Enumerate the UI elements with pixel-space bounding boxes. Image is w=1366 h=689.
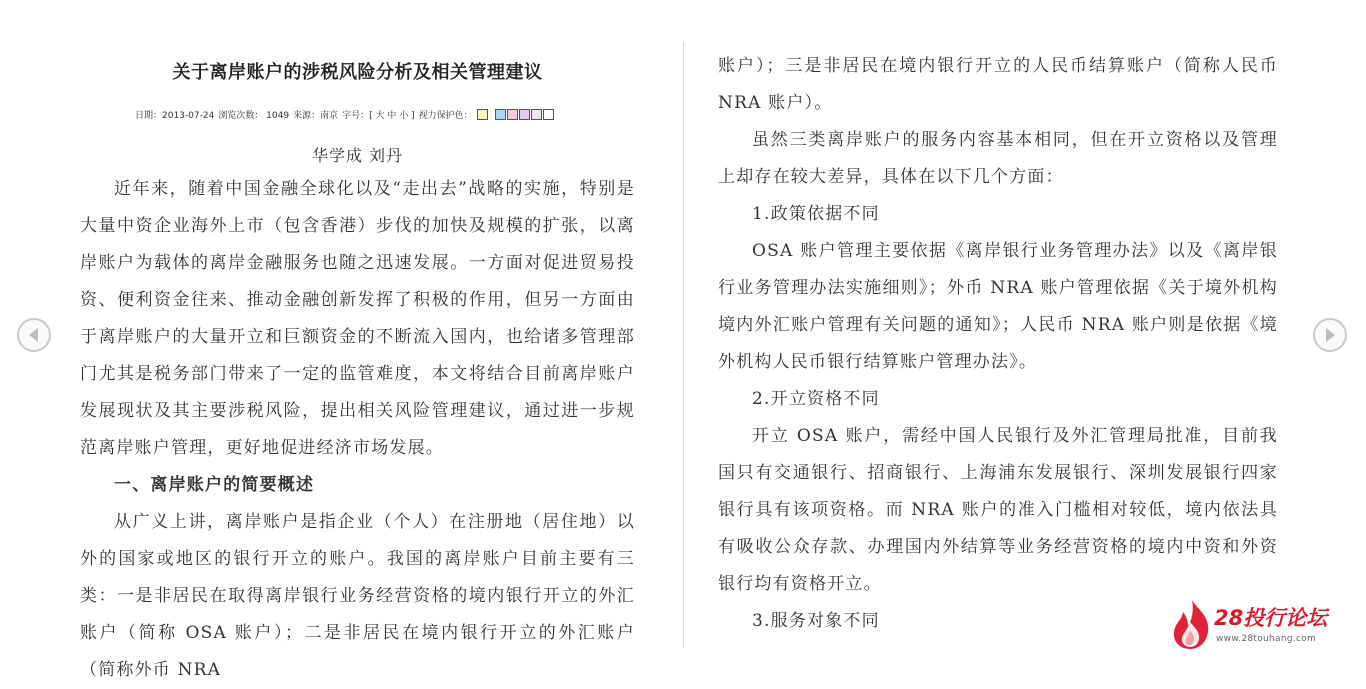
next-page-button[interactable] bbox=[1313, 318, 1347, 352]
meta-views: 浏览次数： 1049 bbox=[218, 111, 290, 121]
logo-name: 28投行论坛 bbox=[1214, 606, 1328, 630]
previous-page-button[interactable] bbox=[17, 318, 51, 352]
meta-eye-care: 视力保护色： bbox=[418, 111, 473, 121]
color-swatch[interactable] bbox=[543, 109, 554, 120]
subheading-service: 3.服务对象不同 bbox=[752, 611, 880, 631]
article-meta bbox=[135, 108, 558, 121]
flame-icon bbox=[1170, 598, 1214, 650]
subheading-qualification: 2.开立资格不同 bbox=[752, 389, 880, 409]
paragraph-overview: 从广义上讲，离岸账户是指企业（个人）在注册地（居住地）以外的国家或地区的银行开立的账户。我国的离岸账户目前主要有三类：一是非居民在取得离岸银行业务经营资格的境内银行开立的外汇账户（简称 OSA 账户）；二是非居民在境内银行开立的外汇账户（简称外币 NRA bbox=[80, 512, 635, 680]
color-swatch[interactable] bbox=[507, 109, 518, 120]
site-logo[interactable] bbox=[1170, 598, 1345, 650]
chevron-right-icon bbox=[1315, 320, 1345, 350]
article-title: 关于离岸账户的涉税风险分析及相关管理建议 bbox=[172, 62, 543, 83]
meta-source: 来源：南京 bbox=[293, 111, 339, 121]
color-swatch[interactable] bbox=[495, 109, 506, 120]
paragraph-policy: OSA 账户管理主要依据《离岸银行业务管理办法》以及《离岸银行业务管理办法实施细则》；外币 NRA 账户管理依据《关于境外机构境内外汇账户管理有关问题的通知》；人民币 NRA 账户则是依据《境外机构人民币银行结算账户管理办法》。 bbox=[718, 241, 1278, 372]
paragraph-continued: 账户）；三是非居民在境内银行开立的人民币结算账户（简称人民币 NRA 账户）。 bbox=[718, 56, 1278, 113]
paragraph-differences: 虽然三类离岸账户的服务内容基本相同，但在开立资格以及管理上却存在较大差异，具体在以下几个方面： bbox=[718, 130, 1278, 187]
chevron-left-icon bbox=[19, 320, 49, 350]
paragraph-intro: 近年来，随着中国金融全球化以及“走出去”战略的实施，特别是大量中资企业海外上市（包含香港）步伐的加快及规模的扩张，以离岸账户为载体的离岸金融服务也随之迅速发展。一方面对促进贸易投资、便利资金往来、推动金融创新发挥了积极的作用，但另一方面由于离岸账户的大量开立和巨额资金的不断流入国内，也给诸多管理部门尤其是税务部门带来了一定的监管难度，本文将结合目前离岸账户发展现状及其主要涉税风险，提出相关风险管理建议，通过进一步规范离岸账户管理，更好地促进经济市场发展。 bbox=[80, 179, 635, 458]
section-heading: 一、离岸账户的简要概述 bbox=[114, 475, 315, 495]
color-swatch[interactable] bbox=[477, 109, 488, 120]
paragraph-qualification: 开立 OSA 账户，需经中国人民银行及外汇管理局批准，目前我国只有交通银行、招商银行、上海浦东发展银行、深圳发展银行四家银行具有该项资格。而 NRA 账户的准入门槛相对较低，境内依法具有吸收公众存款、办理国内外结算等业务经营资格的境内中资和外资银行均有资格开立。 bbox=[718, 426, 1278, 594]
meta-font-size[interactable]: 字号：[ 大 中 小 ] bbox=[342, 111, 415, 121]
color-swatch[interactable] bbox=[531, 109, 542, 120]
logo-url: www.28touhang.com bbox=[1216, 634, 1317, 644]
page-divider bbox=[683, 42, 684, 648]
color-swatch[interactable] bbox=[519, 109, 530, 120]
subheading-policy: 1.政策依据不同 bbox=[752, 204, 880, 224]
meta-date: 日期：2013-07-24 bbox=[135, 111, 215, 121]
article-authors: 华学成 刘丹 bbox=[311, 146, 404, 165]
eye-care-swatches bbox=[477, 109, 554, 120]
